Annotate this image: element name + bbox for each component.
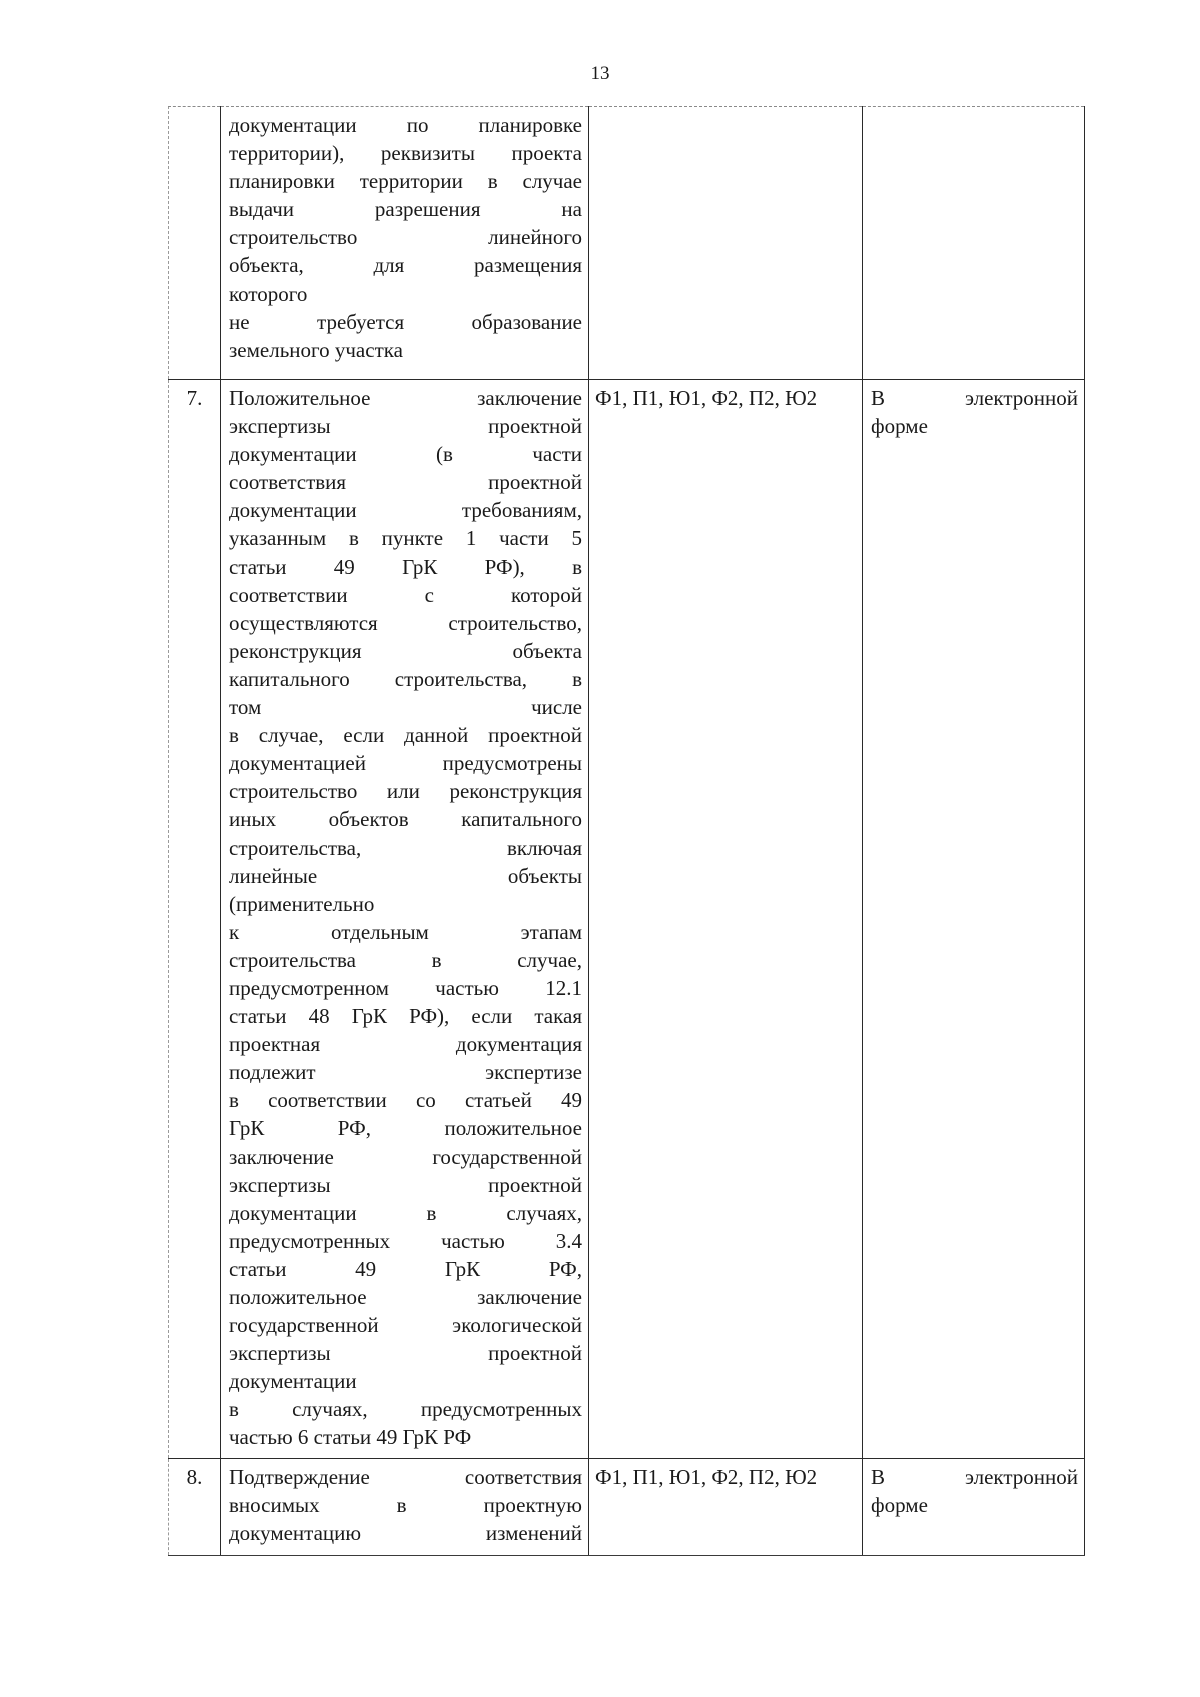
description-line: Положительное заключение [229,386,582,410]
description-line: экспертизы проектной [229,1341,582,1366]
applicant-codes-cell [589,1458,863,1555]
description-line: иных объектов капитального [229,807,582,832]
description-line: документации по планировке [229,113,582,137]
description-line: экспертизы проектной [229,414,582,439]
description-line: документации [229,1369,357,1394]
description-line: документацией предусмотрены [229,751,582,776]
description-line: территории), реквизиты проекта [229,141,582,166]
description-line: которого [229,281,308,306]
description-line: статьи 49 ГрК РФ, [229,1256,582,1281]
description-line: объекта, для размещения [229,253,582,278]
description-line: предусмотренных частью 3.4 [229,1228,582,1253]
description-line: заключение государственной [229,1144,582,1169]
submission-form-cell [863,380,1085,1459]
description-line: положительное заключение [229,1285,582,1309]
row-number-cell [169,107,221,380]
description-cell [221,1458,589,1555]
documents-table [168,106,1085,1556]
applicant-codes: Ф1, П1, Ю1, Ф2, П2, Ю2 [595,1464,818,1489]
description-line: строительства в случае, [229,947,582,972]
applicant-codes [589,107,862,111]
description-line: указанным в пункте 1 части 5 [229,526,582,551]
description-line: ГрК РФ, положительное [229,1116,582,1141]
table-row [169,380,1085,1459]
description-line: земельного участка [229,337,403,362]
row-number: 8. [186,1464,203,1489]
page-number: 13 [590,63,610,84]
description-line: планировки территории в случае [229,169,582,194]
description-line: документации требованиям, [229,498,582,523]
table-row [169,107,1085,380]
description-line: линейные объекты [229,863,582,888]
description-line: вносимых в проектную [229,1492,582,1517]
submission-form-cell [863,1458,1085,1555]
description-line: соответствия проектной [229,470,582,495]
description-line: в случаях, предусмотренных [229,1397,582,1422]
row-number-cell [169,1458,221,1555]
description-line: подлежит экспертизе [229,1060,582,1085]
description-line: частью 6 статьи 49 ГрК РФ [229,1425,472,1450]
description-line: выдачи разрешения на [229,197,582,222]
description-line: соответствии с которой [229,582,582,607]
description-line: государственной экологической [229,1313,582,1338]
description-line: том числе [229,695,582,720]
row-number: 7. [186,386,203,410]
description-line: документации (в части [229,442,582,467]
description-line: осуществляются строительство, [229,610,582,635]
description-line: статьи 49 ГрК РФ), в [229,554,582,579]
description-line: строительства, включая [229,835,582,860]
description-line: не требуется образование [229,309,582,334]
description-line: статьи 48 ГрК РФ), если такая [229,1004,582,1029]
description-line: капитального строительства, в [229,666,582,691]
table-row [169,1458,1085,1555]
description-line: экспертизы проектной [229,1172,582,1197]
applicant-codes: Ф1, П1, Ю1, Ф2, П2, Ю2 [595,386,818,410]
description-line: документации в случаях, [229,1200,582,1225]
submission-form-line: форме [871,1492,928,1517]
description-line: проектная документация [229,1032,582,1057]
description-line: Подтверждение соответствия [229,1464,582,1489]
description-line: (применительно [229,891,375,916]
description-line: строительство или реконструкция [229,779,582,804]
description-cell [221,380,589,1459]
description-line: документацию изменений [229,1520,582,1545]
description-line: реконструкция объекта [229,638,582,663]
submission-form-line: В электронной [871,386,1078,410]
row-number [169,107,220,111]
applicant-codes-cell [589,380,863,1459]
description-line: предусмотренном частью 12.1 [229,975,582,1000]
applicant-codes-cell [589,107,863,380]
description-line: строительство линейного [229,225,582,250]
submission-form-line: форме [871,414,928,438]
description-line: в случае, если данной проектной [229,723,582,748]
row-number-cell [169,380,221,1459]
submission-form-line: В электронной [871,1464,1078,1489]
submission-form-cell [863,107,1085,380]
description-line: в соответствии со статьей 49 [229,1088,582,1113]
description-line: к отдельным этапам [229,919,582,944]
description-cell [221,107,589,380]
